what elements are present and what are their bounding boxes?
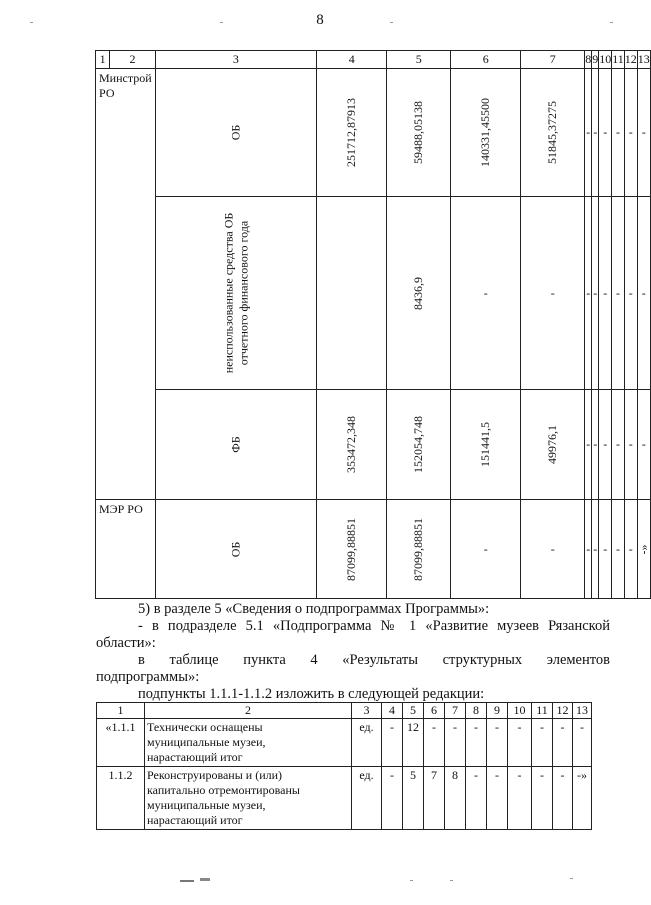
- paragraph-table-line1: в таблице пункта 4 «Результаты структурных элементов: [138, 652, 610, 668]
- table-row: [96, 500, 651, 599]
- value-cell: [317, 197, 387, 390]
- page-number: 8: [316, 12, 324, 28]
- value-cell: -»: [573, 767, 592, 830]
- value-cell: 353472,348: [317, 390, 387, 500]
- org-cell: [96, 500, 156, 599]
- column-header: 6: [451, 51, 521, 69]
- column-header: 2: [145, 703, 352, 719]
- value-cell: -: [624, 69, 637, 197]
- value-cell: -: [382, 767, 403, 830]
- value-cell: -: [624, 197, 637, 390]
- column-header: 1: [96, 51, 110, 69]
- value-cell: -: [573, 719, 592, 767]
- value-cell: 12: [403, 719, 424, 767]
- scan-mark: [610, 22, 613, 23]
- scan-mark: [410, 880, 413, 881]
- org-name: Минстрой РО: [99, 71, 152, 100]
- value-cell: -: [508, 767, 532, 830]
- scan-mark: [220, 22, 223, 23]
- value-cell: -: [637, 69, 650, 197]
- value-cell: -: [532, 719, 553, 767]
- value-cell: -: [592, 390, 599, 500]
- value-cell: 59488,05138: [387, 69, 451, 197]
- paragraph-edit-instruction: подпункты 1.1.1-1.1.2 изложить в следующей редакции:: [138, 686, 485, 702]
- source-cell: ОБ: [155, 500, 317, 599]
- table-row: [96, 390, 651, 500]
- table-row: [96, 69, 651, 197]
- column-header: 6: [424, 703, 445, 719]
- value-cell: -: [585, 500, 592, 599]
- paragraph-subsection-line1: - в подразделе 5.1 «Подпрограмма № 1 «Развитие музеев Рязанской: [138, 618, 610, 634]
- value-cell: -: [592, 69, 599, 197]
- value-cell: 49976,1: [521, 390, 585, 500]
- scan-mark: [570, 878, 573, 879]
- column-header: 4: [317, 51, 387, 69]
- value-cell: -: [637, 197, 650, 390]
- value-cell: 8: [445, 767, 466, 830]
- column-header: 3: [352, 703, 382, 719]
- table-row: [96, 197, 651, 390]
- column-header: 13: [637, 51, 650, 69]
- value-cell: -: [521, 500, 585, 599]
- value-cell: 7: [424, 767, 445, 830]
- column-header: 11: [612, 51, 625, 69]
- value-cell: 87099,88851: [387, 500, 451, 599]
- value-cell: 151441,5: [451, 390, 521, 500]
- value-cell: 87099,88851: [317, 500, 387, 599]
- column-header: 10: [599, 51, 612, 69]
- scan-mark: [450, 880, 453, 881]
- value-cell: -: [382, 719, 403, 767]
- table-header-row: [96, 51, 651, 69]
- financing-table: [95, 50, 651, 599]
- value-cell: -: [592, 197, 599, 390]
- value-cell: -: [612, 69, 625, 197]
- paragraph-subsection-line2: области»:: [96, 635, 156, 651]
- value-cell: 51845,37275: [521, 69, 585, 197]
- paragraph-table-line2: подпрограммы»:: [96, 669, 200, 685]
- row-number: «1.1.1: [97, 719, 145, 767]
- value-cell: -: [553, 767, 573, 830]
- results-table: [96, 702, 592, 830]
- value-cell: -: [487, 767, 508, 830]
- value-cell: -: [592, 500, 599, 599]
- value-cell: -: [612, 197, 625, 390]
- column-header: 5: [387, 51, 451, 69]
- value-cell: -: [466, 767, 487, 830]
- column-header: 1: [97, 703, 145, 719]
- org-name: МЭР РО: [99, 502, 143, 516]
- column-header: 9: [487, 703, 508, 719]
- value-cell: -: [451, 197, 521, 390]
- value-cell: -: [599, 390, 612, 500]
- value-cell: -: [599, 197, 612, 390]
- column-header: 8: [466, 703, 487, 719]
- value-cell: 5: [403, 767, 424, 830]
- value-cell: -: [585, 69, 592, 197]
- column-header: 7: [445, 703, 466, 719]
- value-cell: -: [553, 719, 573, 767]
- value-cell: -: [637, 390, 650, 500]
- column-header: 4: [382, 703, 403, 719]
- value-cell: -: [624, 500, 637, 599]
- value-cell: -: [424, 719, 445, 767]
- unit-cell: ед.: [352, 719, 382, 767]
- value-cell: -: [521, 197, 585, 390]
- table-row: [97, 719, 592, 767]
- scan-mark: [180, 880, 194, 882]
- value-cell: 152054,748: [387, 390, 451, 500]
- value-cell: -: [508, 719, 532, 767]
- value-cell: -: [445, 719, 466, 767]
- value-cell: -»: [637, 500, 650, 599]
- column-header: 9: [592, 51, 599, 69]
- value-cell: 140331,45500: [451, 69, 521, 197]
- scan-mark: [200, 878, 210, 881]
- column-header: 7: [521, 51, 585, 69]
- value-cell: -: [599, 500, 612, 599]
- source-cell: ОБ: [155, 69, 317, 197]
- row-description: Технически оснащены муниципальные музеи, нарастающий итог: [145, 719, 352, 767]
- value-cell: -: [585, 390, 592, 500]
- source-cell: ФБ: [155, 390, 317, 500]
- table-row: [97, 767, 592, 830]
- paragraph-section-5: 5) в разделе 5 «Сведения о подпрограммах Программы»:: [138, 601, 490, 617]
- value-cell: -: [466, 719, 487, 767]
- table-header-row: [97, 703, 592, 719]
- column-header: 13: [573, 703, 592, 719]
- column-header: 5: [403, 703, 424, 719]
- column-header: 8: [585, 51, 592, 69]
- column-header: 12: [624, 51, 637, 69]
- value-cell: -: [599, 69, 612, 197]
- value-cell: -: [487, 719, 508, 767]
- value-cell: -: [532, 767, 553, 830]
- value-cell: -: [612, 390, 625, 500]
- value-cell: -: [451, 500, 521, 599]
- source-cell: неиспользованные средства ОБ отчетного финансового года: [155, 197, 317, 390]
- column-header: 11: [532, 703, 553, 719]
- row-number: 1.1.2: [97, 767, 145, 830]
- column-header: 12: [553, 703, 573, 719]
- column-header: 3: [155, 51, 317, 69]
- scan-mark: [390, 22, 393, 23]
- value-cell: 8436,9: [387, 197, 451, 390]
- column-header: 10: [508, 703, 532, 719]
- unit-cell: ед.: [352, 767, 382, 830]
- value-cell: -: [612, 500, 625, 599]
- scan-mark: [30, 22, 33, 23]
- column-header: 2: [110, 51, 155, 69]
- org-cell: [96, 69, 156, 500]
- value-cell: -: [624, 390, 637, 500]
- value-cell: -: [585, 197, 592, 390]
- value-cell: 251712,87913: [317, 69, 387, 197]
- row-description: Реконструированы и (или) капитально отремонтированы муниципальные музеи, нарастающий итог: [145, 767, 352, 830]
